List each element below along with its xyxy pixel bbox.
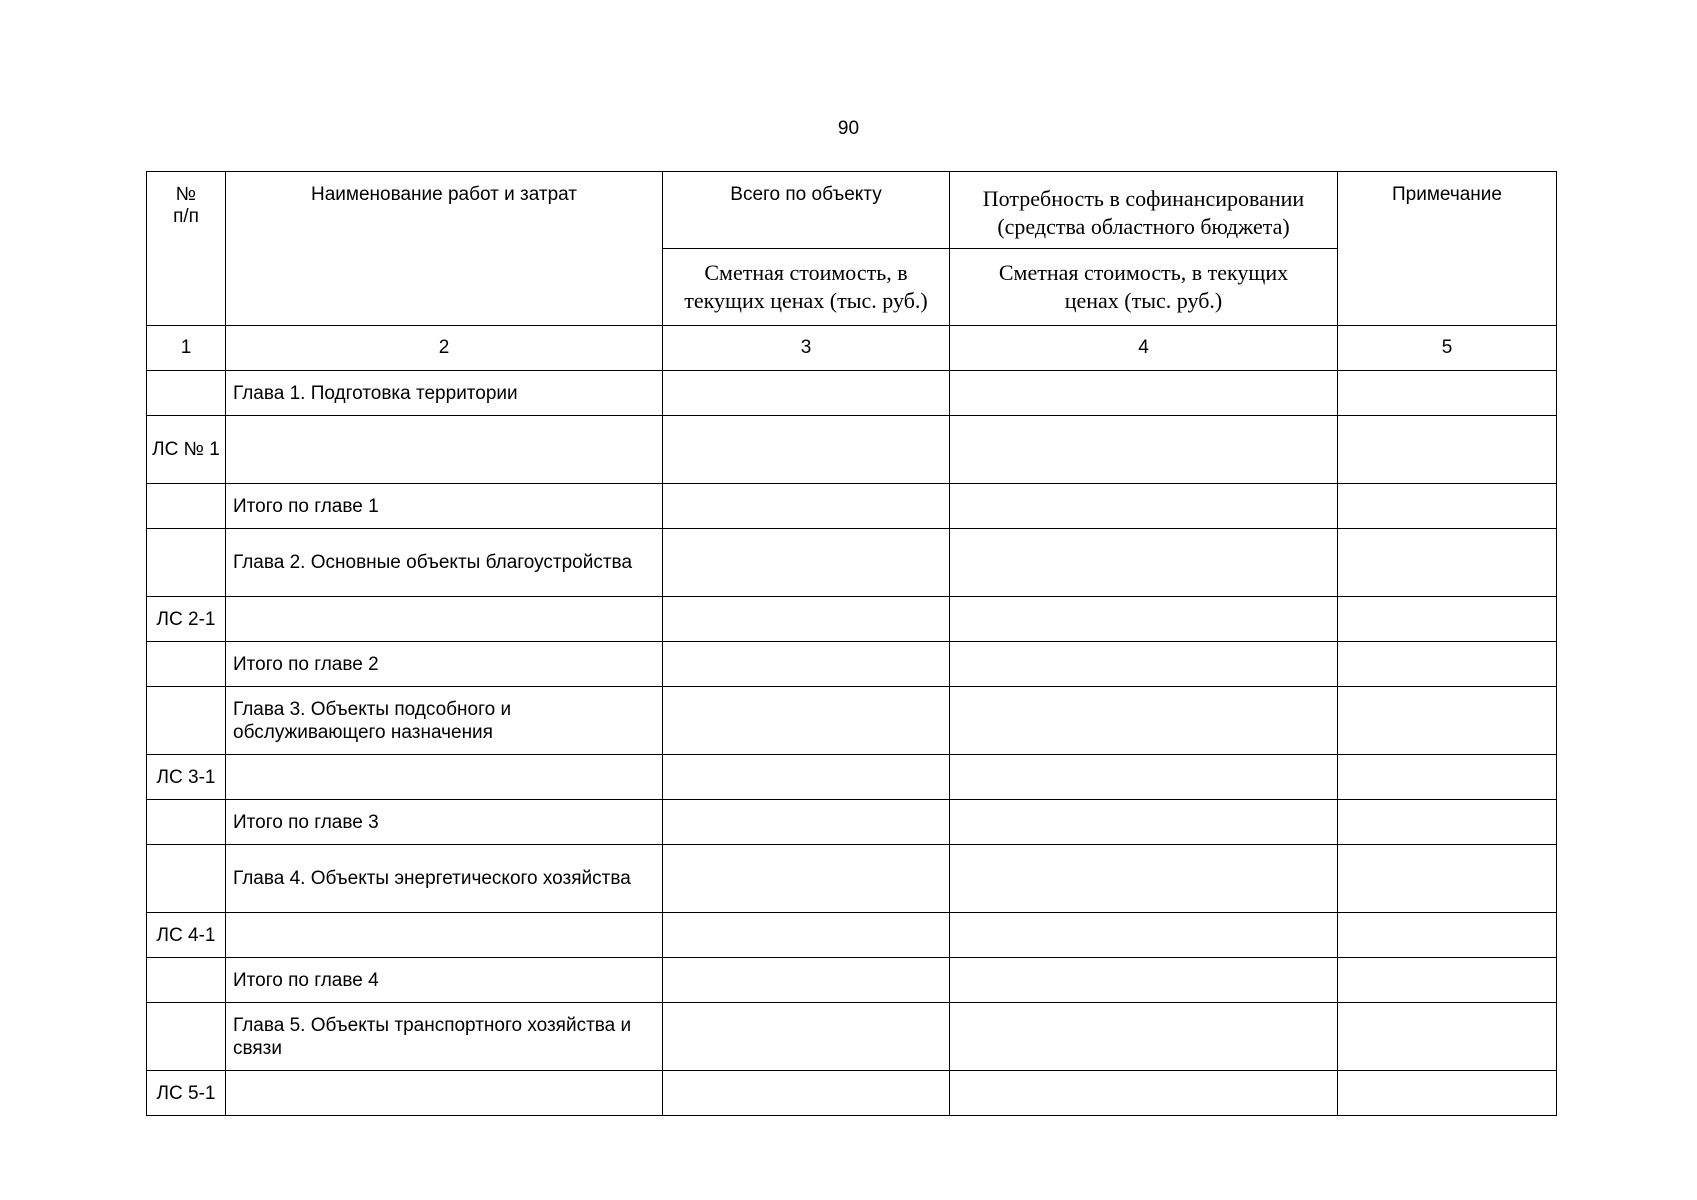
row-name: Глава 4. Объекты энергетического хозяйства — [226, 845, 663, 913]
table-row — [147, 597, 1557, 642]
cofinancing-cell — [950, 755, 1338, 800]
table-row — [147, 371, 1557, 416]
row-name — [226, 755, 663, 800]
total-cost-cell — [663, 416, 950, 484]
row-name — [226, 416, 663, 484]
cofinancing-cell — [950, 800, 1338, 845]
column-numbers-row — [147, 326, 1557, 371]
row-number: ЛС 4-1 — [147, 913, 226, 958]
total-cost-cell — [663, 597, 950, 642]
row-name — [226, 1071, 663, 1116]
total-cost-cell — [663, 1071, 950, 1116]
row-name: Итого по главе 4 — [226, 958, 663, 1003]
cofinancing-cell — [950, 484, 1338, 529]
cost-estimate-table — [146, 171, 1557, 1116]
row-number: ЛС 3-1 — [147, 755, 226, 800]
cofinancing-cell — [950, 958, 1338, 1003]
row-number — [147, 845, 226, 913]
note-cell — [1338, 371, 1557, 416]
total-cost-cell — [663, 913, 950, 958]
row-number — [147, 1003, 226, 1071]
table-row — [147, 1003, 1557, 1071]
row-number — [147, 958, 226, 1003]
total-cost-cell — [663, 484, 950, 529]
total-cost-cell — [663, 800, 950, 845]
table-row — [147, 484, 1557, 529]
total-cost-cell — [663, 755, 950, 800]
note-cell — [1338, 800, 1557, 845]
row-number: ЛС № 1 — [147, 416, 226, 484]
header-total: Всего по объекту — [663, 172, 950, 249]
table-row — [147, 755, 1557, 800]
column-number: 4 — [950, 326, 1338, 371]
total-cost-cell — [663, 371, 950, 416]
total-cost-cell — [663, 529, 950, 597]
row-name: Итого по главе 3 — [226, 800, 663, 845]
total-cost-cell — [663, 642, 950, 687]
header-name: Наименование работ и затрат — [226, 172, 663, 326]
row-number — [147, 642, 226, 687]
row-name: Глава 1. Подготовка территории — [226, 371, 663, 416]
note-cell — [1338, 687, 1557, 755]
note-cell — [1338, 913, 1557, 958]
header-cofinancing-cost: Сметная стоимость, в текущих ценах (тыс. руб.) — [950, 249, 1338, 326]
row-name — [226, 597, 663, 642]
note-cell — [1338, 845, 1557, 913]
cofinancing-cell — [950, 371, 1338, 416]
total-cost-cell — [663, 1003, 950, 1071]
note-cell — [1338, 484, 1557, 529]
cofinancing-cell — [950, 597, 1338, 642]
cofinancing-cell — [950, 687, 1338, 755]
cofinancing-cell — [950, 913, 1338, 958]
row-number — [147, 687, 226, 755]
row-number — [147, 800, 226, 845]
row-number — [147, 529, 226, 597]
table-row — [147, 416, 1557, 484]
row-name: Итого по главе 1 — [226, 484, 663, 529]
row-number — [147, 371, 226, 416]
note-cell — [1338, 755, 1557, 800]
total-cost-cell — [663, 687, 950, 755]
note-cell — [1338, 642, 1557, 687]
row-name: Глава 3. Объекты подсобного и обслуживающего назначения — [226, 687, 663, 755]
row-name: Глава 2. Основные объекты благоустройства — [226, 529, 663, 597]
cofinancing-cell — [950, 1071, 1338, 1116]
table-row — [147, 687, 1557, 755]
table-row — [147, 800, 1557, 845]
column-number: 2 — [226, 326, 663, 371]
header-cofinancing: Потребность в софинансировании (средства областного бюджета) — [950, 172, 1338, 249]
column-number: 3 — [663, 326, 950, 371]
table-row — [147, 845, 1557, 913]
header-total-cost: Сметная стоимость, в текущих ценах (тыс. руб.) — [663, 249, 950, 326]
page-number: 90 — [837, 118, 860, 139]
header-note: Примечание — [1338, 172, 1557, 326]
table-row — [147, 1071, 1557, 1116]
row-number: ЛС 5-1 — [147, 1071, 226, 1116]
cofinancing-cell — [950, 845, 1338, 913]
table-row — [147, 913, 1557, 958]
table-row — [147, 529, 1557, 597]
table-row — [147, 958, 1557, 1003]
note-cell — [1338, 416, 1557, 484]
row-name: Итого по главе 2 — [226, 642, 663, 687]
note-cell — [1338, 597, 1557, 642]
cofinancing-cell — [950, 416, 1338, 484]
header-row — [147, 172, 1557, 249]
cofinancing-cell — [950, 642, 1338, 687]
row-number — [147, 484, 226, 529]
total-cost-cell — [663, 845, 950, 913]
cofinancing-cell — [950, 1003, 1338, 1071]
cofinancing-cell — [950, 529, 1338, 597]
note-cell — [1338, 1071, 1557, 1116]
column-number: 1 — [147, 326, 226, 371]
note-cell — [1338, 529, 1557, 597]
total-cost-cell — [663, 958, 950, 1003]
header-number: № п/п — [147, 172, 226, 326]
row-name — [226, 913, 663, 958]
table-row — [147, 642, 1557, 687]
note-cell — [1338, 958, 1557, 1003]
note-cell — [1338, 1003, 1557, 1071]
row-name: Глава 5. Объекты транспортного хозяйства и связи — [226, 1003, 663, 1071]
column-number: 5 — [1338, 326, 1557, 371]
row-number: ЛС 2-1 — [147, 597, 226, 642]
